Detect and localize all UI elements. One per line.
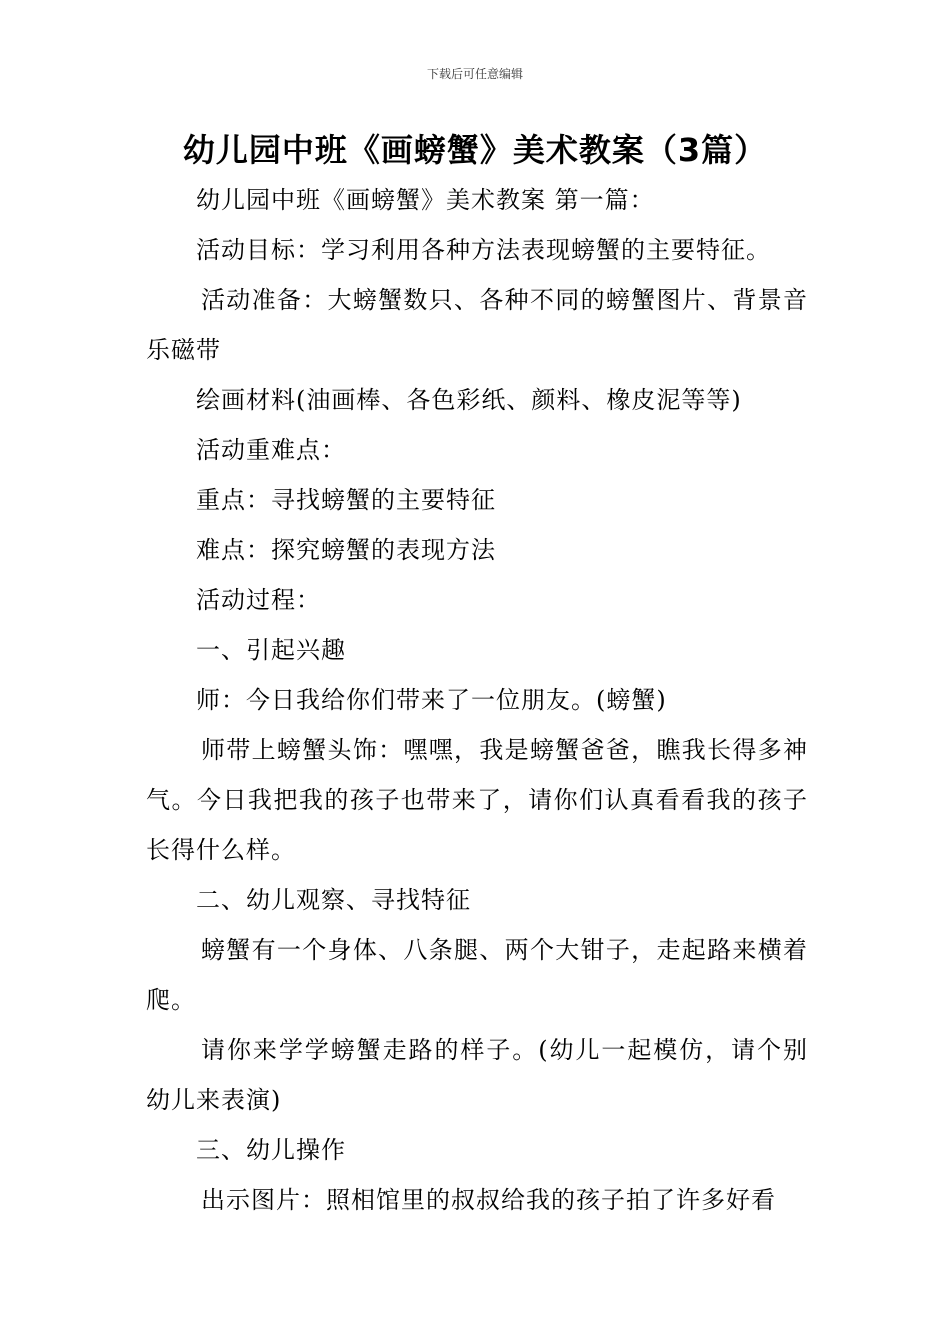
header-note: 下载后可任意编辑 — [426, 67, 523, 81]
paragraph-difficulty: 难点：探究螃蟹的表现方法 — [196, 536, 496, 564]
paragraph-process-heading: 活动过程： — [196, 586, 321, 614]
paragraph-preparation: 活动准备：大螃蟹数只、各种不同的螃蟹图片、背景音乐磁带 — [146, 286, 808, 364]
paragraph-teacher-headwear: 师带上螃蟹头饰：嘿嘿，我是螃蟹爸爸，瞧我长得多神气。今日我把我的孩子也带来了，请你们认真看看我的孩子长得什么样。 — [146, 736, 808, 864]
paragraph-show-pictures: 出示图片：照相馆里的叔叔给我的孩子拍了许多好看 — [201, 1186, 776, 1214]
paragraph-goal: 活动目标：学习利用各种方法表现螃蟹的主要特征。 — [196, 236, 771, 264]
paragraph-step-three: 三、幼儿操作 — [196, 1136, 346, 1164]
paragraph-teacher-intro: 师：今日我给你们带来了一位朋友。(螃蟹) — [196, 686, 667, 714]
paragraph-step-one: 一、引起兴趣 — [196, 636, 346, 664]
paragraph-section-heading: 幼儿园中班《画螃蟹》美术教案 第一篇： — [196, 186, 655, 214]
document-body — [146, 175, 808, 1225]
paragraph-key-points-heading: 活动重难点： — [196, 436, 346, 464]
paragraph-crab-features: 螃蟹有一个身体、八条腿、两个大钳子，走起路来横着爬。 — [146, 936, 808, 1014]
paragraph-key-point: 重点：寻找螃蟹的主要特征 — [196, 486, 496, 514]
paragraph-imitate: 请你来学学螃蟹走路的样子。(幼儿一起模仿，请个别幼儿来表演) — [146, 1036, 808, 1114]
paragraph-step-two: 二、幼儿观察、寻找特征 — [196, 886, 471, 914]
document-title: 幼儿园中班《画螃蟹》美术教案（3篇） — [182, 131, 768, 169]
paragraph-materials: 绘画材料(油画棒、各色彩纸、颜料、橡皮泥等等) — [196, 386, 742, 414]
